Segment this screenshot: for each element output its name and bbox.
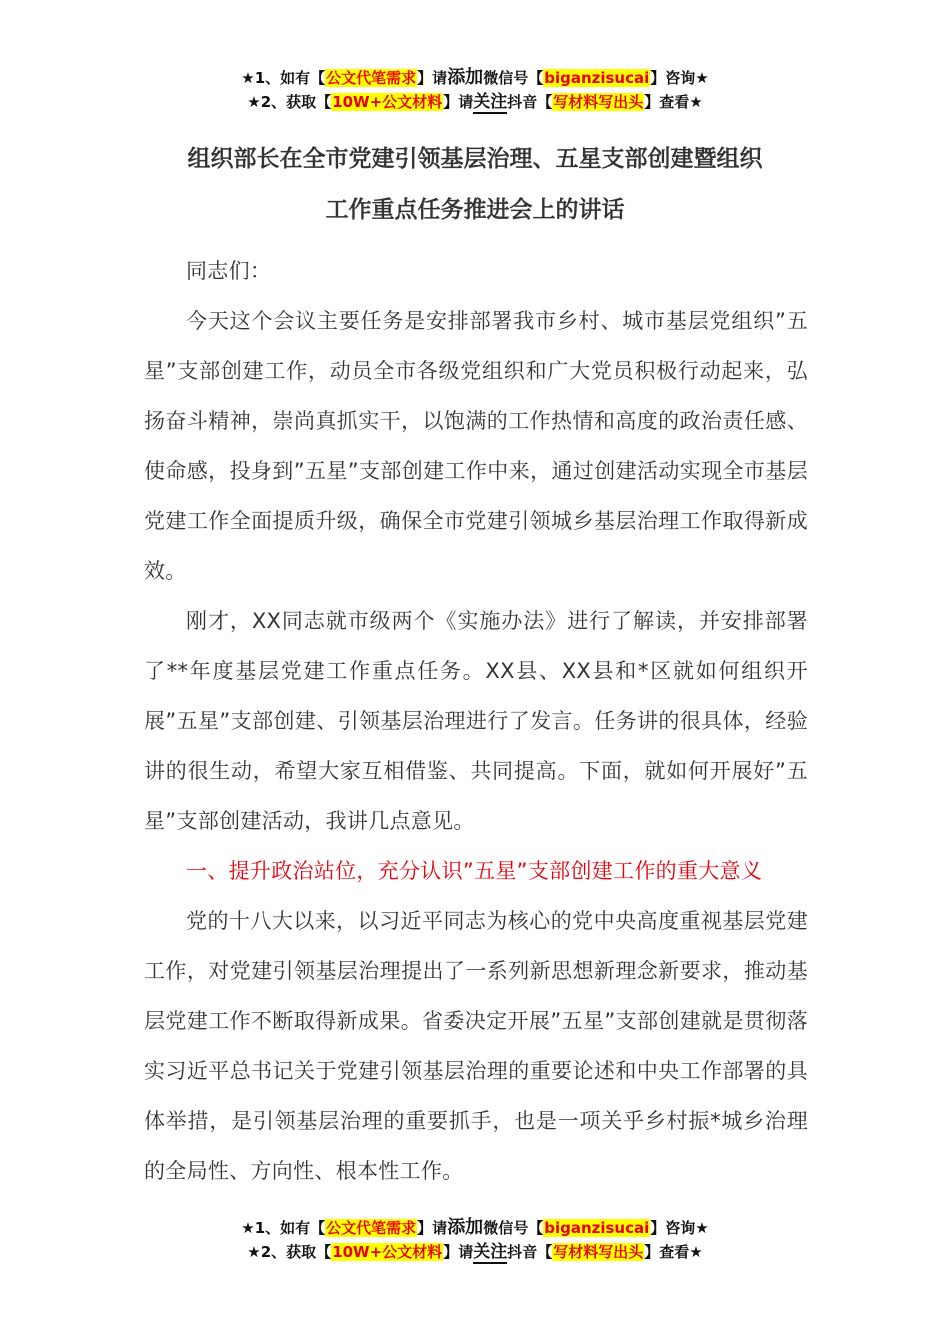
promo-text: 】请 bbox=[417, 1219, 448, 1237]
promo-line-1 bbox=[0, 66, 950, 90]
promo-text: 】请 bbox=[443, 93, 474, 111]
promo-banner-top bbox=[0, 66, 950, 114]
promo-emphasis: 添加 bbox=[447, 67, 484, 88]
promo-highlight-materials: 10W+公文材料 bbox=[332, 93, 443, 111]
promo-highlight-douyin-account: 写材料写出头 bbox=[553, 1243, 644, 1261]
promo-text: 抖音【 bbox=[507, 93, 553, 111]
promo-text: 】请 bbox=[443, 1243, 474, 1261]
promo-line-1 bbox=[0, 1216, 950, 1240]
body-paragraph: 今天这个会议主要任务是安排部署我市乡村、城市基层党组织”五星”支部创建工作，动员全市各级党组织和广大党员积极行动起来，弘扬奋斗精神，崇尚真抓实干，以饱满的工作热情和高度的政治责任感、使命感，投身到”五星”支部创建工作中来，通过创建活动实现全市基层党建工作全面提质升级，确保全市党建引领城乡基层治理工作取得新成效。 bbox=[144, 309, 808, 583]
promo-banner-bottom bbox=[0, 1216, 950, 1264]
promo-text: ★1、如有【 bbox=[241, 1219, 326, 1237]
promo-text: 】查看★ bbox=[644, 1243, 703, 1261]
title-line-2: 工作重点任务推进会上的讲话 bbox=[325, 197, 625, 223]
promo-emphasis: 添加 bbox=[447, 1217, 484, 1238]
promo-highlight-service: 公文代笔需求 bbox=[326, 1219, 417, 1237]
promo-highlight-service: 公文代笔需求 bbox=[326, 69, 417, 87]
salutation: 同志们： bbox=[186, 259, 272, 283]
promo-text: 微信号【 bbox=[483, 69, 544, 87]
document-body bbox=[144, 246, 808, 1196]
promo-emphasis: 关注 bbox=[473, 92, 508, 112]
promo-line-2 bbox=[0, 90, 950, 114]
promo-highlight-wechat-id: biganzisucai bbox=[544, 1219, 650, 1237]
promo-text: ★2、获取【 bbox=[247, 93, 332, 111]
promo-highlight-douyin-account: 写材料写出头 bbox=[553, 93, 644, 111]
promo-text: ★2、获取【 bbox=[247, 1243, 332, 1261]
promo-text: ★1、如有【 bbox=[241, 69, 326, 87]
promo-text: 】咨询★ bbox=[650, 69, 709, 87]
promo-highlight-wechat-id: biganzisucai bbox=[544, 69, 650, 87]
body-paragraph: 党的十八大以来，以习近平同志为核心的党中央高度重视基层党建工作，对党建引领基层治理提出了一系列新思想新理念新要求，推动基层党建工作不断取得新成果。省委决定开展”五星”支部创建就是贯彻落实习近平总书记关于党建引领基层治理的重要论述和中央工作部署的具体举措，是引领基层治理的重要抓手，也是一项关乎乡村振*城乡治理的全局性、方向性、根本性工作。 bbox=[144, 909, 808, 1183]
promo-text: 微信号【 bbox=[483, 1219, 544, 1237]
document-title bbox=[0, 134, 950, 236]
promo-text: 】咨询★ bbox=[650, 1219, 709, 1237]
title-line-1: 组织部长在全市党建引领基层治理、五星支部创建暨组织 bbox=[187, 146, 763, 172]
promo-text: 】请 bbox=[417, 69, 448, 87]
body-paragraph: 刚才，XX同志就市级两个《实施办法》进行了解读，并安排部署了**年度基层党建工作重点任务。XX县、XX县和*区就如何组织开展”五星”支部创建、引领基层治理进行了发言。任务讲的很具体，经验讲的很生动，希望大家互相借鉴、共同提高。下面，就如何开展好”五星”支部创建活动，我讲几点意见。 bbox=[144, 609, 808, 833]
section-heading: 一、提升政治站位，充分认识”五星”支部创建工作的重大意义 bbox=[186, 859, 763, 883]
promo-text: 】查看★ bbox=[644, 93, 703, 111]
promo-emphasis: 关注 bbox=[473, 1242, 508, 1262]
promo-highlight-materials: 10W+公文材料 bbox=[332, 1243, 443, 1261]
promo-line-2 bbox=[0, 1240, 950, 1264]
promo-text: 抖音【 bbox=[507, 1243, 553, 1261]
